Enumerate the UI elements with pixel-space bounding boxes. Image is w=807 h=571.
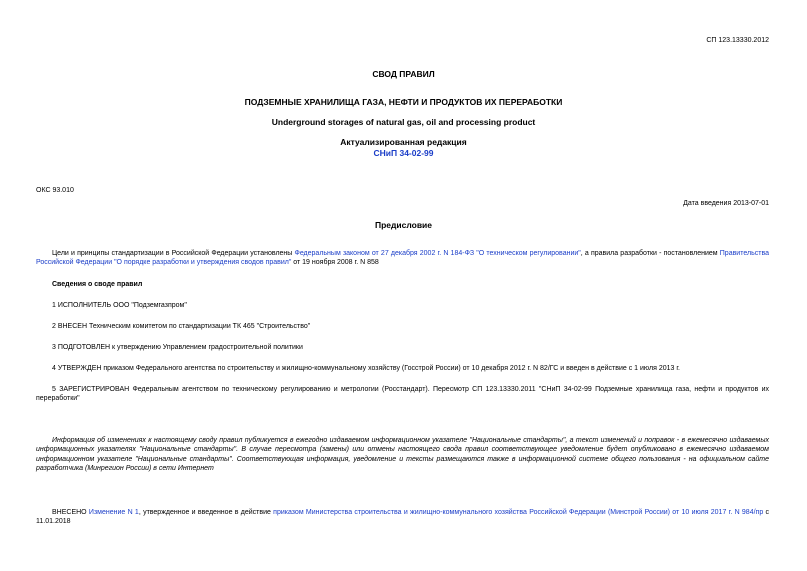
preface-paragraph — [36, 249, 769, 268]
amendment-paragraph — [36, 508, 769, 527]
oks-code: ОКС 93.010 — [36, 187, 74, 194]
info-item-1: 1 ИСПОЛНИТЕЛЬ ООО "Подземгазпром" — [52, 302, 187, 309]
info-item-3: 3 ПОДГОТОВЛЕН к утверждению Управлением градостроительной политики — [52, 344, 303, 351]
amendment-1-link[interactable]: Изменение N 1 — [88, 509, 139, 516]
changes-notice: Информация об изменениях к настоящему своду правил публикуется в ежегодно издаваемом информационном указателе "Национальные стандарты", а текст изменений и поправок - в ежемесячно издаваемых информационных указателях "Национальные стандарты". В случае пересмотра (замены) или отмены настоящего свода правил соответствующее уведомление будет опубликовано в ежемесячно издаваемом информационном указателе "Национальные стандарты". Соответствующая информация, уведомление и тексты размещаются также в информационной системе общего пользования - на официальном сайте разработчика (Минрегион России) в сети Интернет — [36, 437, 769, 473]
code-label: СВОД ПРАВИЛ — [372, 69, 435, 79]
amendment-text: ВНЕСЕНО — [52, 509, 89, 516]
amendment-text: с 11.01.2018 — [36, 509, 770, 526]
amendment-text: , утвержденное и введенное в действие — [138, 509, 274, 516]
title-en: Underground storages of natural gas, oil and processing product — [271, 117, 536, 127]
info-item-2: 2 ВНЕСЕН Техническим комитетом по стандартизации ТК 465 "Строительство" — [52, 323, 311, 330]
preface-text: Цели и принципы стандартизации в Российской Федерации установлены — [52, 250, 295, 257]
federal-law-link[interactable]: Федеральным законом от 27 декабря 2002 г. N 184-ФЗ "О техническом регулировании" — [294, 250, 581, 257]
preface-heading: Предисловие — [374, 220, 433, 230]
preface-text: , а правила разработки - постановлением — [580, 250, 720, 257]
info-item-4: 4 УТВЕРЖДЕН приказом Федерального агентства по строительству и жилищно-коммунальному хозяйству (Госстрой России) от 10 декабря 2012 г. N 82/ГС и введен в действие с 1 июля 2013 г. — [52, 365, 680, 372]
title-ru: ПОДЗЕМНЫЕ ХРАНИЛИЩА ГАЗА, НЕФТИ И ПРОДУКТОВ ИХ ПЕРЕРАБОТКИ — [244, 97, 563, 107]
minstroy-order-link[interactable]: приказом Министерства строительства и жилищно-коммунального хозяйства Российской Федерации (Минстрой России) от 10 июля 2017 г. N 984/пр — [273, 509, 764, 516]
info-item-5: 5 ЗАРЕГИСТРИРОВАН Федеральным агентством по техническому регулированию и метрологии (Росстандарт). Пересмотр СП 123.13330.2011 "СНиП 34-02-99 Подземные хранилища газа, нефти и продуктов их переработки" — [36, 386, 769, 403]
edition-label: Актуализированная редакция — [340, 137, 467, 147]
government-decree-link[interactable]: Правительства Российской Федерации "О порядке разработки и утверждения сводов правил" — [36, 250, 769, 267]
document-code: СП 123.13330.2012 — [706, 37, 769, 44]
intro-date: Дата введения 2013-07-01 — [683, 200, 769, 207]
snip-link[interactable]: СНиП 34-02-99 — [373, 148, 434, 158]
info-heading: Сведения о своде правил — [52, 281, 143, 288]
preface-text: от 19 ноября 2008 г. N 858 — [291, 259, 379, 267]
